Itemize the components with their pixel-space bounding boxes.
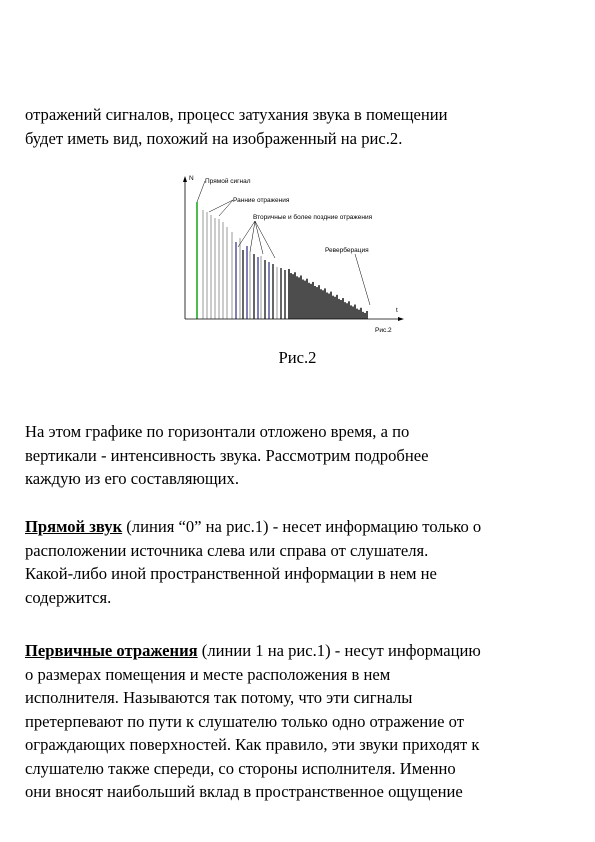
text-line: ограждающих поверхностей. Как правило, эти звуки приходят к (25, 735, 480, 754)
text-line: отражений сигналов, процесс затухания звука в помещении (25, 105, 448, 124)
paragraph-direct-sound (25, 515, 585, 609)
figure-caption: Рис.2 (278, 348, 317, 367)
text-line: Какой-либо иной пространственной информации в нем не (25, 564, 437, 583)
text-run: (линии 1 на рис.1) - несут информацию (197, 641, 481, 660)
text-line: На этом графике по горизонтали отложено время, а по (25, 422, 410, 441)
text-line (25, 639, 585, 663)
text-line: о размерах помещения и месте расположения в нем (25, 664, 391, 684)
x-axis-arrow (398, 317, 404, 321)
figure-inner-label: Рис.2 (375, 327, 392, 334)
pointer-secondary-3 (255, 221, 263, 254)
pointer-early-2 (219, 200, 233, 216)
label-direct: Прямой сигнал (205, 178, 251, 185)
decay-figure (175, 172, 405, 337)
pointer-reverb (355, 254, 370, 305)
text-line: вертикали - интенсивность звука. Рассмотрим подробнее (25, 445, 429, 465)
paragraph-intro (25, 103, 585, 150)
text-line: содержится. (25, 587, 112, 607)
pointer-early-1 (209, 200, 233, 212)
term-early-reflections: Первичные отражения (25, 641, 198, 660)
paragraph-early-reflections (25, 639, 585, 804)
text-line: слушателю также спереди, со стороны исполнителя. Именно (25, 758, 456, 778)
pointer-secondary-1 (238, 221, 255, 247)
paragraph-graph-description (25, 420, 585, 491)
text-line (25, 515, 585, 539)
text-line: претерпевают по пути к слушателю только одно отражение от (25, 711, 464, 731)
pointer-secondary-2 (250, 221, 255, 252)
x-axis-label: t (396, 307, 398, 314)
text-line: каждую из его составляющих. (25, 469, 240, 488)
label-early: Ранние отражения (233, 197, 290, 204)
term-direct-sound: Прямой звук (25, 517, 123, 536)
label-reverb: Реверберация (325, 247, 369, 254)
y-axis-label: N (189, 175, 194, 182)
pointer-secondary-4 (255, 221, 275, 258)
y-axis-arrow (183, 176, 187, 182)
text-line: исполнителя. Называются так потому, что эти сигналы (25, 688, 413, 707)
text-run: (линия “0” на рис.1) - несет информацию только о (122, 517, 482, 536)
label-secondary: Вторичные и более поздние отражения (253, 214, 373, 221)
text-line: будет иметь вид, похожий на изображенный на рис.2. (25, 128, 403, 148)
text-line: расположении источника слева или справа от слушателя. (25, 540, 429, 560)
pointer-direct (197, 181, 205, 202)
text-line: они вносят наибольший вклад в пространственное ощущение (25, 782, 463, 801)
